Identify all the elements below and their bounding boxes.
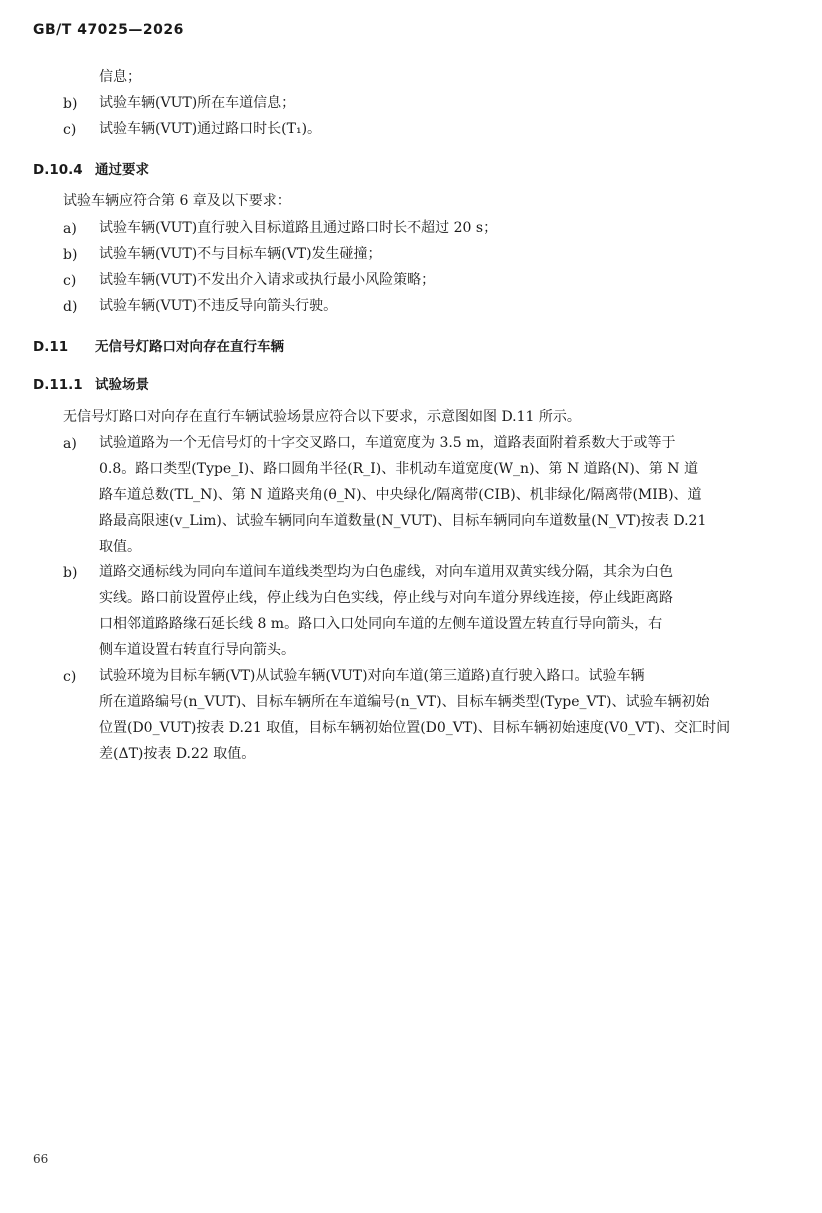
list-item: 试验车辆(VUT)直行驶入目标道路且通过路口时长不超过 20 s； (99, 220, 498, 236)
paragraph-line: 口相邻道路路缘石延长线 8 m。路口入口处同向车道的左侧车道设置左转直行导向箭头，右 (99, 616, 663, 632)
section-heading-d11-1 (33, 373, 149, 393)
list-mark: a) (63, 436, 77, 452)
paragraph-line: 路最高限速(v_Lim)、试验车辆同向车道数量(N_VUT)、目标车辆同向车道数量(N_VT)按表 D.21 (99, 513, 707, 529)
paragraph-line: 侧车道设置右转直行导向箭头。 (99, 642, 295, 658)
paragraph-line: 试验道路为一个无信号灯的十字交叉路口，车道宽度为 3.5 m，道路表面附着系数大于或等于 (99, 435, 676, 451)
paragraph-line: 所在道路编号(n_VUT)、目标车辆所在车道编号(n_VT)、目标车辆类型(Type_VT)、试验车辆初始 (99, 694, 710, 710)
section-number: D.11.1 (33, 377, 83, 393)
paragraph-line: 位置(D0_VUT)按表 D.21 取值，目标车辆初始位置(D0_VT)、目标车辆初始速度(V0_VT)、交汇时间 (99, 720, 731, 736)
intro-text: 试验车辆应符合第 6 章及以下要求： (63, 193, 291, 209)
paragraph-line: 路车道总数(TL_N)、第 N 道路夹角(θ_N)、中央绿化/隔离带(CIB)、机非绿化/隔离带(MIB)、道 (99, 487, 702, 503)
list-mark: b) (63, 247, 78, 263)
section-heading-d10-4 (33, 158, 149, 178)
section-title: 通过要求 (95, 162, 149, 178)
paragraph-line: 试验环境为目标车辆(VT)从试验车辆(VUT)对向车道(第三道路)直行驶入路口。试验车辆 (99, 668, 645, 684)
list-item: 试验车辆(VUT)通过路口时长(T₁)。 (99, 121, 322, 137)
page-number: 66 (33, 1152, 49, 1166)
section-number: D.10.4 (33, 162, 83, 178)
list-item: 试验车辆(VUT)不与目标车辆(VT)发生碰撞； (99, 246, 382, 262)
list-mark: d) (63, 299, 78, 315)
list-item-continuation: 信息； (99, 69, 141, 85)
section-title: 无信号灯路口对向存在直行车辆 (95, 339, 284, 355)
list-mark: c) (63, 122, 77, 138)
list-mark: a) (63, 221, 77, 237)
section-title: 试验场景 (95, 377, 149, 393)
list-mark: b) (63, 96, 78, 112)
section-heading-d11 (33, 335, 284, 355)
paragraph-line: 0.8。路口类型(Type_I)、路口圆角半径(R_I)、非机动车道宽度(W_n)、第 N 道路(N)、第 N 道 (99, 461, 699, 477)
list-mark: b) (63, 565, 78, 581)
standard-code: GB/T 47025—2026 (33, 22, 184, 38)
intro-text: 无信号灯路口对向存在直行车辆试验场景应符合以下要求，示意图如图 D.11 所示。 (63, 409, 581, 425)
list-item: 试验车辆(VUT)不违反导向箭头行驶。 (99, 298, 338, 314)
paragraph-line: 差(ΔT)按表 D.22 取值。 (99, 746, 256, 762)
list-item: 试验车辆(VUT)所在车道信息； (99, 95, 296, 111)
list-item: 试验车辆(VUT)不发出介入请求或执行最小风险策略； (99, 272, 436, 288)
list-mark: c) (63, 273, 77, 289)
list-mark: c) (63, 669, 77, 685)
paragraph-line: 道路交通标线为同向车道间车道线类型均为白色虚线，对向车道用双黄实线分隔，其余为白色 (99, 564, 673, 580)
paragraph-line: 取值。 (99, 539, 141, 555)
paragraph-line: 实线。路口前设置停止线，停止线为白色实线，停止线与对向车道分界线连接，停止线距离路 (99, 590, 673, 606)
section-number: D.11 (33, 339, 69, 355)
